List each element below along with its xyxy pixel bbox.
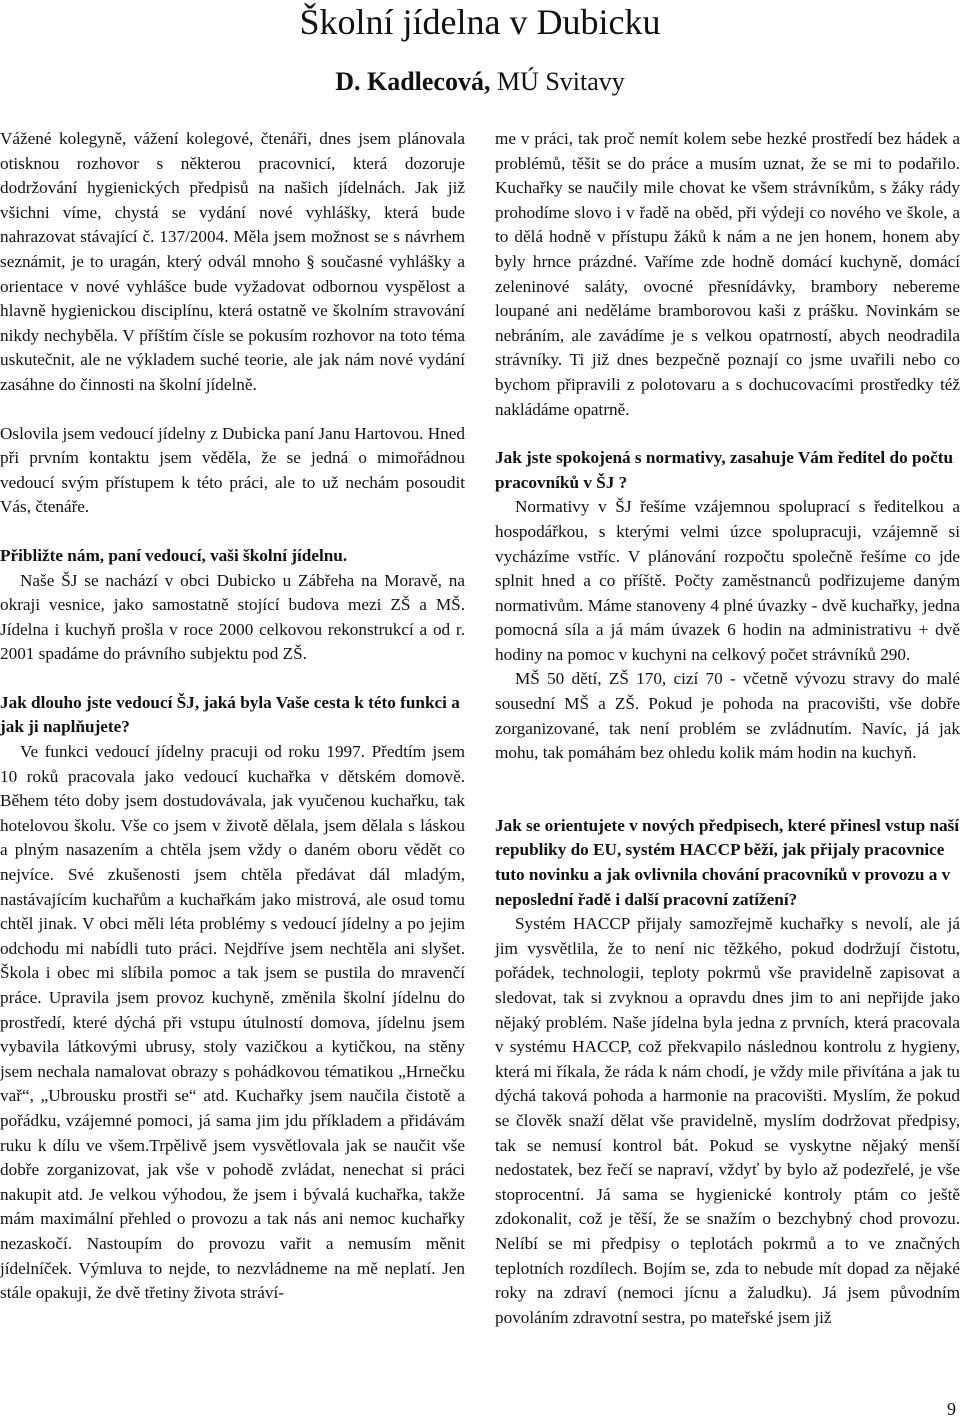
- question-1: Přibližte nám, paní vedoucí, vaši školní jídelnu.: [0, 545, 348, 565]
- answer-3: Normativy v ŠJ řešíme vzájemnou spoluprací s ředitelkou a hospodářkou, s kterými velmi úzce spolupracuji, vzájemně si vycházíme vstříc. V plánování rozpočtu společně řešíme co jde splnit hned a co příště. Počty zaměstnanců podřizujeme daným normativům. Máme stanoveny 4 plné úvazky - dvě kuchařky, jedna pomocná síla a já mám úvazek 6 hodin na administrativu + dvě hodiny na pomoc v kuchyni na celkový počet strávníků 290.: [495, 497, 960, 664]
- byline-author: D. Kadlecová,: [335, 67, 491, 96]
- byline: [0, 62, 960, 102]
- answer-4: Systém HACCP přijaly samozřejmě kuchařky s nevolí, ale já jim vysvětlila, že to není nic těžkého, pokud dodržují čistotu, pořádek, technologii, teploty pokrmů vše pravidelně zapisovat a sledovat, tak si zvyknou a opravdu dnes jim to ani nepřijde jako nějaký problém. Naše jídelna byla jedna z prvních, která pracovala v systému HACCP, což překvapilo následnou kontrolu z hygieny, která mi říkala, že ráda k nám chodí, je vždy mile přivítána a jak tu dýchá taková pohoda a harmonie na pracovišti. Myslím, že pokud se člověk snaží dělat vše pravidelně, myslím dodržovat předpisy, tak se nemusí kontrol bát. Pokud se vyskytne nějaký menší nedostatek, bez řečí se napraví, vždyť by bylo až podezřelé, je vše stoprocentní. Já sama se hygienické kontroly ptám co ještě zdokonalit, což je těší, že se snažím o bezchybný chod provozu. Nelíbí se mi předpisy o teplotách pokrmů a to ve značných teplotních rozdílech. Bojím se, zda to nebude mít dopad za nějaké roky na zdraví (nemoci jícnu a žaludku). Já jsem původním povoláním zdravotní sestra, po mateřské jsem již: [495, 914, 960, 1327]
- left-column: [0, 127, 465, 1306]
- answer-3-continued: MŠ 50 dětí, ZŠ 170, cizí 70 - včetně vývozu stravy do malé sousední MŠ a ZŠ. Pokud je pohoda na pracovišti, vše dobře zorganizované, tak není problém se zvládnutím. Navíc, já jak mohu, tak pomáhám bez ohledu kolik mám hodin na kuchyň.: [495, 669, 960, 763]
- question-4: Jak se orientujete v nových předpisech, které přinesl vstup naší republiky do EU, systém HACCP běží, jak přijaly pracovnice tuto novinku a jak ovlivnila chování pracovníků v provozu a v neposlední řadě i další pracovní zatížení?: [495, 815, 960, 909]
- answer-2: Ve funkci vedoucí jídelny pracuji od roku 1997. Předtím jsem 10 roků pracovala jako vedoucí kuchařka v dětském domově. Během této doby jsem dostudovávala, jak vyučenou kuchařku, tak hotelovou školu. Vše co jsem v životě dělala, jsem dělala s láskou a plným nasazením a chtěla jsem vždy o daném oboru vědět co nejvíce. Své zkušenosti jsem chtěla předávat dál mladým, nastávajícím kuchařům a kuchařkám jako mistrová, ale osud tomu chtěl jinak. V obci měli léta problémy s vedoucí jídelny a po jejim odchodu mi nabídli tuto práci. Nejdříve jsem nechtěla ani slyšet. Škola i obec mi slíbila pomoc a tak jsem se pustila do mravenčí práce. Upravila jsem provoz kuchyně, změnila školní jídelnu do prostředí, které dýchá při vstupu útulností domova, jídelnu jsem vybavila látkovými ubrusy, stoly vazičkou a kytičkou, na stěny jsem nechala namalovat obrazy s pohádkovou tématikou „Hrnečku vař“, „Ubrousku prostři se“ atd. Kuchařky jsem naučila čistotě a pořádku, vzájemné pomoci, já sama jim jdu příkladem a přidávám ruku k dílu ve všem.Trpělivě jsem vysvětlovala jak se naučit vše dobře zorganizovat, jak vše v pohodě zvládat, nenechat si práci nakupit atd. Je velkou výhodou, že jsem i bývalá kuchařka, takže mám maximální přehled o provozu a tak nás ani nemoc kuchařky nezaskočí. Nastoupím do provozu vařit a nemusím měnit jídelníček. Výmluva to nejde, to nezvládneme na mě neplatí. Jen stále opakuji, že dvě třetiny života stráví-: [0, 742, 465, 1303]
- question-2: Jak dlouho jste vedoucí ŠJ, jaká byla Vaše cesta k této funkci a jak ji naplňujete?: [0, 692, 460, 737]
- intro-paragraph-2: Oslovila jsem vedoucí jídelny z Dubicka paní Janu Hartovou. Hned při prvním kontaktu jsem věděla, že se jedná o mimořádnou vedoucí svým přístupem k této práci, ale to už nechám posoudit Vás, čtenáře.: [0, 423, 465, 517]
- page-number: 9: [947, 1399, 956, 1419]
- byline-org: MÚ Svitavy: [490, 67, 625, 96]
- answer-1: Naše ŠJ se nachází v obci Dubicko u Zábřeha na Moravě, na okraji vesnice, jako samostatně stojící budova mezi ZŠ a MŠ. Jídelna i kuchyň prošla v roce 2000 celkovou rekonstrukcí a od r. 2001 spadáme do právního subjektu pod ZŠ.: [0, 570, 465, 664]
- answer-2-continued: me v práci, tak proč nemít kolem sebe hezké prostředí bez hádek a problémů, těšit se do práce a musím uznat, že se mi to podařilo. Kuchařky se naučily mile chovat ke všem strávníkům, s žáky rády prohodíme slovo i v řadě na oběd, při výdeji co nového ve škole, a to dělá hodně v přístupu žáků k nám a ne jen honem, honem aby byly hrnce prázdné. Vaříme zde hodně domácí kuchyně, domácí zeleninové saláty, ovocné přesnídávky, brambory nebereme loupané ani neděláme bramborovou kaši z prášku. Novinkám se nebráním, ale zavádíme je s velkou opatrností, abych neodradila strávníky. Ti již dnes bezpečně poznají co jsme uvařili nebo co bychom připravili z polotovaru a s dochucovacími prostředky též nakládáme opatrně.: [495, 129, 960, 419]
- intro-paragraph: Vážené kolegyně, vážení kolegové, čtenáři, dnes jsem plánovala otisknou rozhovor s některou pracovnicí, která dozoruje dodržování hygienických předpisů na našich jídelnách. Jak již všichni víme, chystá se vydání nové vyhlášky, která bude nahrazovat stávající č. 137/2004. Měla jsem možnost se s návrhem seznámit, je to uragán, který odvál mnoho § současné vyhlášky a orientace v nové vyhlášce bude vyžadovat odbornou vyspělost a hlavně hygienickou disciplínu, která ostatně ve školním stravování nikdy nechyběla. V příštím čísle se pokusím rozhovor na toto téma uskutečnit, ale ne výkladem suché teorie, ale jak nám nové vydání zasáhne do činnosti na školní jídelně.: [0, 129, 465, 394]
- page-title: Školní jídelna v Dubicku: [299, 2, 661, 42]
- right-column: [495, 127, 960, 1330]
- question-3: Jak jste spokojená s normativy, zasahuje Vám ředitel do počtu pracovníků v ŠJ ?: [495, 448, 954, 492]
